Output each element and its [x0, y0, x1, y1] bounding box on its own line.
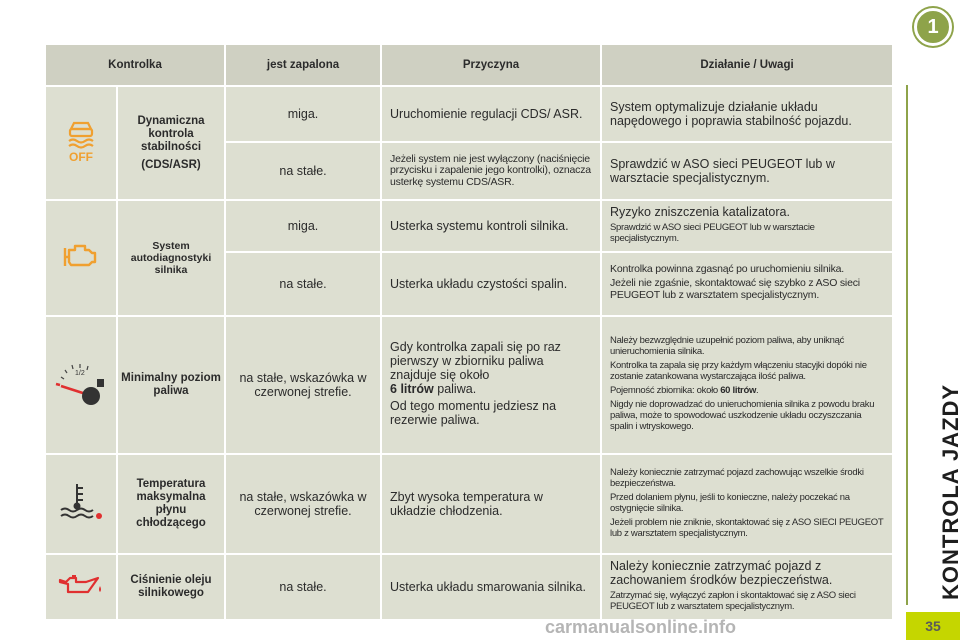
action-part: Kontrolka ta zapala się przy każdym włączeniu stacyjki dopóki nie zostanie zatankowana wystarczająca ilość paliwa.	[610, 360, 867, 382]
action-text: Kontrolka powinna zgasnąć po uruchomieniu silnika.	[610, 262, 844, 275]
table-header	[45, 44, 893, 86]
action-text: System optymalizuje działanie układu napędowego i poprawia stabilność pojazdu.	[601, 86, 893, 142]
cause-part: paliwa.	[433, 382, 477, 396]
table-row	[45, 454, 893, 554]
warning-lights-table	[44, 43, 892, 621]
chapter-number-badge: 1	[914, 8, 952, 46]
state-text: na stałe, wskazówka w czerwonej strefie.	[225, 454, 381, 554]
cause-part: Gdy kontrolka zapali się po raz pierwszy w zbiorniku paliwa znajduje się około	[390, 340, 561, 382]
action-part: Jeżeli problem nie zniknie, skontaktować się z ASO SIECI PEUGEOT lub z warsztatem specjalistycznym.	[610, 516, 884, 539]
action-text	[601, 454, 893, 554]
cause-text: Uruchomienie regulacji CDS/ ASR.	[381, 86, 601, 142]
cause-text: Zbyt wysoka temperatura w układzie chłodzenia.	[381, 454, 601, 554]
header-cause: Przyczyna	[381, 44, 601, 86]
state-text: miga.	[225, 86, 381, 142]
chapter-title: KONTROLA JAZDY	[938, 383, 963, 600]
light-name: Minimalny poziom paliwa	[117, 316, 225, 454]
action-text	[601, 316, 893, 454]
action-part: Zatrzymać się, wyłączyć zapłon i skontaktować się z ASO sieci PEUGEOT lub z warsztatem specjalistycznym.	[610, 590, 856, 612]
cause-bold: 6 litrów	[390, 382, 434, 396]
action-bold: 60 litrów	[720, 385, 757, 396]
action-part: Należy koniecznie zatrzymać pojazd zachowując wszelkie środki bezpieczeństwa.	[610, 466, 864, 489]
light-name: Dynamiczna kontrola stabilności	[137, 114, 205, 153]
action-part: Nigdy nie doprowadzać do unieruchomienia silnika z powodu braku paliwa, może to spowodować uszkodzenie układu oczyszczania spalin i wtryskowego.	[610, 399, 875, 432]
watermark: carmanualsonline.info	[545, 617, 737, 637]
light-name: System autodiagnostyki silnika	[117, 200, 225, 316]
action-part: .	[756, 385, 759, 396]
page-number: 35	[906, 612, 960, 640]
header-action: Działanie / Uwagi	[601, 44, 893, 86]
table-row	[45, 200, 893, 252]
svg-text:OFF: OFF	[69, 149, 93, 164]
action-part: Pojemność zbiornika: około	[610, 385, 721, 396]
gauge-label: 1/2	[75, 369, 85, 377]
light-name: Temperatura maksymalna płynu chłodzącego	[117, 454, 225, 554]
light-name: Ciśnienie oleju silnikowego	[117, 554, 225, 620]
table-row	[45, 554, 893, 620]
action-text: Sprawdzić w ASO sieci PEUGEOT lub w warsztacie specjalistycznym.	[601, 142, 893, 200]
header-state: jest zapalona	[225, 44, 381, 86]
sidebar-divider	[906, 85, 908, 605]
action-text: Jeżeli nie zgaśnie, skontaktować się szybko z ASO sieci PEUGEOT lub z warsztatem specjalistycznym.	[610, 277, 860, 301]
cause-part: Od tego momentu jedziesz na rezerwie paliwa.	[390, 399, 557, 427]
cause-text: Jeżeli system nie jest wyłączony (naciśnięcie przycisku i zapalenie jego kontrolki), oznacza usterkę systemu CDS/ASR.	[381, 142, 601, 200]
state-text: na stałe.	[225, 554, 381, 620]
engine-check-icon	[45, 200, 117, 316]
cause-text: Usterka systemu kontroli silnika.	[381, 200, 601, 252]
light-name-code: (CDS/ASR)	[141, 158, 201, 171]
header-kontrolka: Kontrolka	[45, 44, 225, 86]
table-row	[45, 86, 893, 142]
action-part: Przed dolaniem płynu, jeśli to konieczne, należy poczekać na ostygnięcie silnika.	[610, 491, 850, 514]
state-text: na stałe.	[225, 252, 381, 316]
state-text: na stałe.	[225, 142, 381, 200]
cause-text: Usterka układu czystości spalin.	[381, 252, 601, 316]
action-part: Należy bezwzględnie uzupełnić poziom paliwa, aby uniknąć unieruchomienia silnika.	[610, 335, 845, 357]
oil-pressure-icon	[45, 554, 117, 620]
action-text: Ryzyko zniszczenia katalizatora.	[610, 205, 790, 219]
light-name-cds-asr	[117, 86, 225, 200]
state-text: miga.	[225, 200, 381, 252]
state-text: na stałe, wskazówka w czerwonej strefie.	[225, 316, 381, 454]
table-row	[45, 316, 893, 454]
cause-text	[381, 316, 601, 454]
action-part: Należy koniecznie zatrzymać pojazd z zachowaniem środków bezpieczeństwa.	[610, 559, 833, 587]
cause-text: Usterka układu smarowania silnika.	[381, 554, 601, 620]
stability-control-off-icon	[45, 86, 117, 200]
coolant-temperature-icon	[45, 454, 117, 554]
action-text	[601, 554, 893, 620]
action-text: Sprawdzić w ASO sieci PEUGEOT lub w warsztacie specjalistycznym.	[610, 222, 815, 244]
fuel-gauge-icon	[45, 316, 117, 454]
